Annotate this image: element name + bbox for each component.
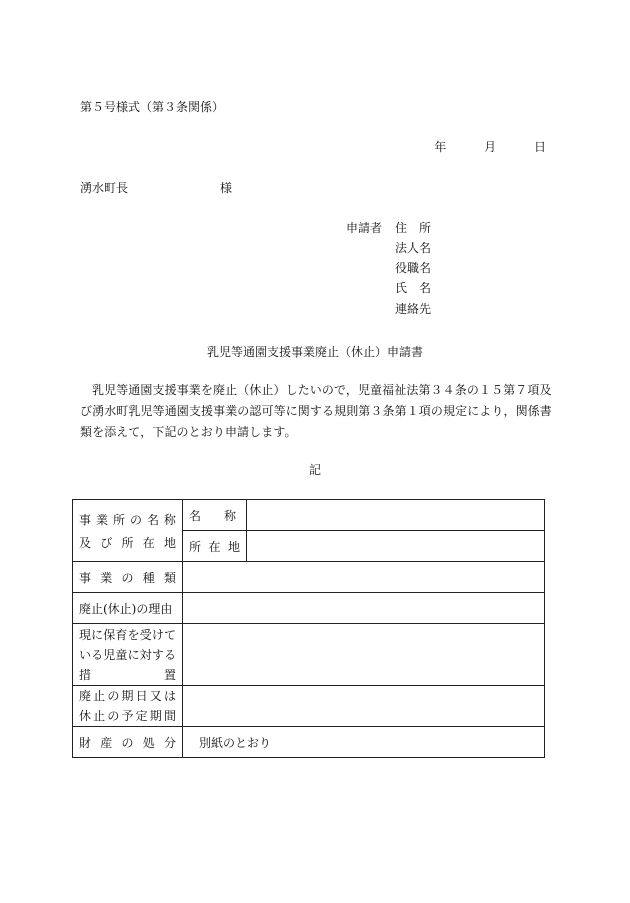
date-year: 年 bbox=[434, 140, 447, 154]
label-char: 名 bbox=[146, 512, 159, 527]
label-char: の bbox=[107, 689, 120, 703]
name-label bbox=[189, 507, 240, 524]
label-char: 財 bbox=[79, 735, 92, 750]
label-char: 童 bbox=[115, 647, 128, 662]
label-char: 産 bbox=[100, 735, 113, 750]
label-char: 種 bbox=[142, 570, 155, 585]
label-char: 業 bbox=[100, 570, 113, 585]
label-char: 期 bbox=[121, 689, 134, 703]
label-char: 所 bbox=[189, 539, 202, 554]
type-value-cell[interactable] bbox=[183, 562, 545, 593]
document-title: 乳児等通園支援事業廃止（休止）申請書 bbox=[206, 345, 423, 359]
label-char: 事 bbox=[79, 570, 92, 585]
label-char: 児 bbox=[103, 647, 116, 662]
type-label bbox=[79, 569, 176, 586]
period-value-cell[interactable] bbox=[183, 686, 545, 727]
table-row bbox=[73, 624, 545, 686]
label-char: 育 bbox=[115, 627, 128, 642]
label-char: 間 bbox=[163, 709, 176, 723]
table-row bbox=[73, 593, 545, 624]
reason-label-cell bbox=[73, 593, 183, 624]
label-char: 休 bbox=[79, 709, 92, 723]
label-char: す bbox=[151, 647, 164, 662]
label-char: 称 bbox=[223, 508, 236, 523]
label-char: い bbox=[79, 647, 92, 662]
date-line bbox=[400, 138, 546, 155]
location-label-cell bbox=[183, 531, 247, 562]
measures-value-cell[interactable] bbox=[183, 624, 545, 686]
reason-value-cell[interactable] bbox=[183, 593, 545, 624]
label-char: 処 bbox=[142, 735, 155, 750]
office-label-line1 bbox=[79, 511, 176, 528]
addressee bbox=[80, 179, 233, 196]
label-char: を bbox=[127, 627, 140, 642]
label-char: 業 bbox=[95, 512, 108, 527]
applicant-field-address: 住 所 bbox=[395, 221, 432, 235]
label-char: の bbox=[121, 735, 134, 750]
label-char: 在 bbox=[142, 535, 155, 550]
label-char: 日 bbox=[135, 689, 148, 703]
label-char: 期 bbox=[149, 709, 162, 723]
office-label-cell bbox=[73, 500, 183, 562]
table-row bbox=[73, 500, 545, 531]
date-day: 日 bbox=[533, 140, 546, 154]
details-table bbox=[72, 499, 545, 758]
location-value-cell[interactable] bbox=[247, 531, 545, 562]
period-label-line2 bbox=[79, 706, 176, 726]
label-char: 止 bbox=[93, 709, 106, 723]
label-char: 対 bbox=[139, 647, 152, 662]
property-label bbox=[79, 734, 176, 751]
addressee-name: 湧水町長 bbox=[80, 181, 129, 195]
label-char: る bbox=[91, 647, 104, 662]
applicant-field-corporation: 法人名 bbox=[395, 241, 432, 255]
label-char: 置 bbox=[163, 667, 176, 682]
type-label-cell bbox=[73, 562, 183, 593]
label-char: 現 bbox=[79, 627, 92, 642]
label-char: 定 bbox=[135, 709, 148, 723]
location-label bbox=[189, 538, 240, 555]
property-value-cell bbox=[183, 727, 545, 758]
applicant-field-contact: 連絡先 bbox=[395, 302, 432, 316]
measures-label-line2 bbox=[79, 645, 176, 665]
label-char: 地 bbox=[227, 539, 240, 554]
label-char: る bbox=[163, 647, 176, 662]
label-char: び bbox=[100, 535, 113, 550]
ki-heading: 記 bbox=[308, 463, 321, 477]
body-text: 乳児等通園支援事業を廃止（休止）したいので，児童福祉法第３４条の１５第７項及び湧水町乳児等通園支援事業の認可等に関する規則第３条第１項の規定により，関係書類を添えて，下記のとおり申請します。 bbox=[80, 383, 552, 439]
label-char: 又 bbox=[149, 689, 162, 703]
applicant-field-position: 役職名 bbox=[395, 261, 432, 275]
period-label-line1 bbox=[79, 686, 176, 706]
label-char: 類 bbox=[163, 570, 176, 585]
label-char: 保 bbox=[103, 627, 116, 642]
label-char: 措 bbox=[79, 667, 92, 682]
label-char: 地 bbox=[163, 535, 176, 550]
label-char: の bbox=[129, 512, 142, 527]
applicant-field-name: 氏 名 bbox=[395, 281, 432, 295]
label-char: 廃 bbox=[79, 689, 92, 703]
label-char: に bbox=[127, 647, 140, 662]
label-char: の bbox=[107, 709, 120, 723]
table-row bbox=[73, 686, 545, 727]
label-char: 所 bbox=[112, 512, 125, 527]
label-char: 止 bbox=[93, 689, 106, 703]
label-char: 称 bbox=[163, 512, 176, 527]
label-char: は bbox=[163, 689, 176, 703]
property-value: 別紙のとおり bbox=[199, 735, 272, 750]
reason-label: 廃止(休止)の理由 bbox=[79, 601, 173, 616]
period-label-cell bbox=[73, 686, 183, 727]
label-char: 分 bbox=[163, 735, 176, 750]
date-month: 月 bbox=[484, 140, 497, 154]
addressee-suffix: 様 bbox=[220, 181, 233, 195]
measures-label-line3 bbox=[79, 665, 176, 685]
label-char: け bbox=[151, 627, 164, 642]
label-char: 所 bbox=[121, 535, 134, 550]
label-char: て bbox=[163, 627, 176, 642]
label-char: の bbox=[121, 570, 134, 585]
table-row bbox=[73, 562, 545, 593]
label-char: 予 bbox=[121, 709, 134, 723]
label-char: 在 bbox=[208, 539, 221, 554]
label-char: 事 bbox=[79, 512, 92, 527]
label-char: に bbox=[91, 627, 104, 642]
property-label-cell bbox=[73, 727, 183, 758]
measures-label-cell bbox=[73, 624, 183, 686]
label-char: 及 bbox=[79, 535, 92, 550]
table-row bbox=[73, 727, 545, 758]
office-label-line2 bbox=[79, 534, 176, 551]
label-char: 名 bbox=[189, 508, 202, 523]
measures-label-line1 bbox=[79, 625, 176, 645]
label-char: 受 bbox=[139, 627, 152, 642]
name-value-cell[interactable] bbox=[247, 500, 545, 531]
applicant-label: 申請者 bbox=[346, 221, 383, 235]
form-number: 第５号様式（第３条関係） bbox=[80, 100, 225, 114]
name-label-cell bbox=[183, 500, 247, 531]
